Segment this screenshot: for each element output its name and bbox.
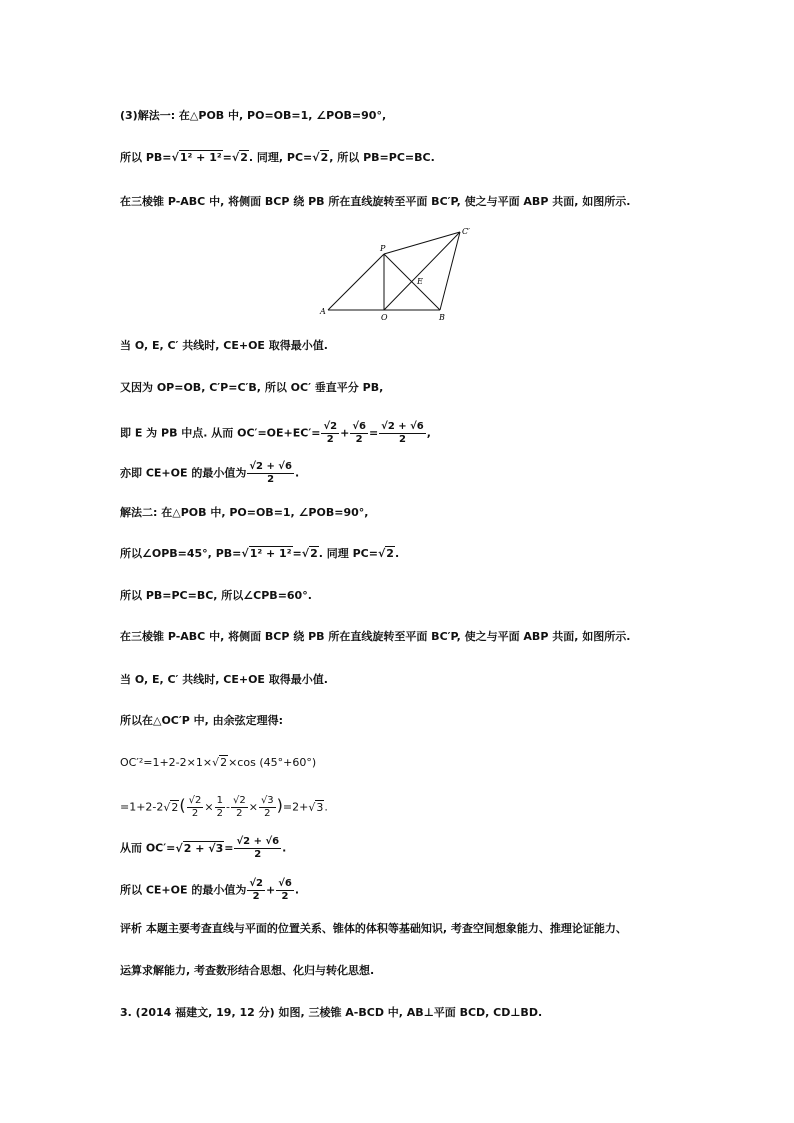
text: × bbox=[248, 800, 258, 814]
denominator: 2 bbox=[281, 891, 289, 902]
text: . bbox=[324, 800, 328, 814]
text: = bbox=[224, 841, 234, 855]
radicand: 1² + 1² bbox=[249, 547, 292, 560]
pb-length-line bbox=[120, 150, 435, 166]
label-b: B bbox=[439, 313, 445, 322]
text: . bbox=[294, 883, 300, 897]
text: 从而 OC′= bbox=[120, 841, 176, 855]
denominator: 2 bbox=[236, 808, 243, 819]
sqrt-expression: √2 + √3 bbox=[175, 841, 224, 855]
opb-angle-line bbox=[120, 546, 399, 562]
next-problem-heading: 3. (2014 福建文, 19, 12 分) 如图, 三棱锥 A-BCD 中, AB⊥平面 BCD, CD⊥BD. bbox=[120, 1006, 543, 1019]
text: ) bbox=[276, 795, 283, 815]
numerator: √2 + √6 bbox=[236, 836, 280, 847]
radicand: 2 bbox=[220, 756, 228, 769]
fraction bbox=[259, 795, 276, 820]
text: + bbox=[265, 883, 276, 897]
sqrt-expression: √2 bbox=[231, 151, 248, 164]
text: . 同理 PC= bbox=[318, 547, 378, 560]
sqrt-expression: √2 bbox=[312, 151, 329, 164]
text: = bbox=[222, 151, 232, 164]
radicand: 2 bbox=[320, 151, 329, 164]
label-p: P bbox=[380, 244, 386, 253]
radicand: 2 bbox=[171, 800, 179, 814]
method-one-intro: (3)解法一: 在△POB 中, PO=OB=1, ∠POB=90°, bbox=[120, 109, 387, 122]
text: 即 E 为 PB 中点. 从而 OC′=OE+EC′= bbox=[120, 426, 321, 440]
numerator: √3 bbox=[260, 795, 274, 806]
fraction bbox=[215, 795, 225, 820]
text: =1+2-2 bbox=[120, 800, 164, 814]
text: 亦即 CE+OE 的最小值为 bbox=[120, 466, 247, 480]
fraction bbox=[350, 421, 368, 446]
text: . bbox=[394, 547, 400, 560]
text: ( bbox=[179, 795, 186, 815]
radicand: 1² + 1² bbox=[179, 151, 222, 164]
sqrt-expression: √2 bbox=[212, 756, 228, 769]
numerator: √2 bbox=[323, 421, 338, 432]
numerator: √2 bbox=[232, 795, 246, 806]
text: 所以 CE+OE 的最小值为 bbox=[120, 883, 247, 897]
text: OC′²=1+2-2×1× bbox=[120, 756, 213, 769]
oc-length-line bbox=[120, 421, 431, 446]
text: . bbox=[294, 466, 300, 480]
text: =2+ bbox=[282, 800, 309, 814]
denominator: 2 bbox=[252, 891, 260, 902]
segment-oc bbox=[384, 232, 460, 310]
fraction bbox=[379, 421, 426, 446]
label-e: E bbox=[417, 277, 423, 286]
sqrt-expression: √3 bbox=[308, 800, 324, 814]
numerator: √2 + √6 bbox=[249, 461, 292, 472]
method-two-intro: 解法二: 在△POB 中, PO=OB=1, ∠POB=90°, bbox=[120, 506, 369, 519]
denominator: 2 bbox=[326, 434, 334, 445]
sqrt-expression: √1² + 1² bbox=[171, 151, 222, 164]
rotation-statement: 在三棱锥 P-ABC 中, 将侧面 BCP 绕 PB 所在直线旋转至平面 BC′P, 使之与平面 ABP 共面, 如图所示. bbox=[120, 195, 631, 208]
rotation-statement-2: 在三棱锥 P-ABC 中, 将侧面 BCP 绕 PB 所在直线旋转至平面 BC′P, 使之与平面 ABP 共面, 如图所示. bbox=[120, 630, 631, 643]
sqrt-expression: √1² + 1² bbox=[241, 547, 292, 560]
text: . bbox=[282, 841, 287, 855]
denominator: 2 bbox=[191, 808, 199, 819]
text: × bbox=[204, 800, 214, 814]
text: . 同理, PC= bbox=[248, 151, 313, 164]
numerator: √2 bbox=[188, 795, 202, 806]
denominator: 2 bbox=[398, 434, 406, 445]
sqrt-expression: √2 bbox=[301, 547, 318, 560]
sqrt-expression: √2 bbox=[377, 547, 394, 560]
text: + bbox=[340, 426, 350, 440]
text: 所以∠OPB=45°, PB= bbox=[120, 547, 242, 560]
oc-result-line bbox=[120, 836, 286, 861]
denominator: 2 bbox=[267, 474, 275, 485]
radicand: 2 bbox=[386, 547, 394, 560]
fraction bbox=[247, 461, 294, 486]
denominator: 2 bbox=[355, 434, 363, 445]
denominator: 2 bbox=[254, 849, 262, 860]
numerator: √6 bbox=[278, 878, 292, 889]
fraction bbox=[234, 836, 281, 861]
sqrt-expression: √2 bbox=[163, 800, 179, 814]
min-value-line-2 bbox=[120, 878, 299, 903]
cosine-expansion-line bbox=[120, 795, 328, 820]
equilateral-line: 所以 PB=PC=BC, 所以∠CPB=60°. bbox=[120, 589, 312, 602]
min-value-line-1 bbox=[120, 461, 299, 486]
radicand: 2 bbox=[310, 547, 318, 560]
text: 所以 PB= bbox=[120, 151, 172, 164]
segment-cb bbox=[440, 232, 460, 310]
text: = bbox=[292, 547, 302, 560]
segment-ap bbox=[328, 254, 384, 310]
fraction bbox=[187, 795, 204, 820]
text: - bbox=[226, 800, 230, 814]
text: = bbox=[368, 426, 379, 440]
cosine-law-intro: 所以在△OC′P 中, 由余弦定理得: bbox=[120, 714, 284, 727]
commentary-line-2: 运算求解能力, 考查数形结合思想、化归与转化思想. bbox=[120, 964, 375, 977]
label-c-prime: C′ bbox=[462, 227, 470, 236]
radicand: 2 + √3 bbox=[183, 841, 224, 855]
label-a: A bbox=[320, 307, 326, 316]
geometry-figure bbox=[318, 224, 478, 322]
text: , bbox=[426, 426, 431, 440]
fraction bbox=[231, 795, 248, 820]
text: ×cos (45°+60°) bbox=[228, 756, 317, 769]
fraction bbox=[247, 878, 265, 903]
radicand: 3 bbox=[316, 800, 324, 814]
fraction bbox=[276, 878, 294, 903]
denominator: 2 bbox=[264, 808, 271, 819]
text: , 所以 PB=PC=BC. bbox=[329, 151, 435, 164]
radicand: 2 bbox=[240, 151, 248, 164]
numerator: 1 bbox=[216, 795, 223, 806]
collinear-condition: 当 O, E, C′ 共线时, CE+OE 取得最小值. bbox=[120, 339, 328, 352]
numerator: √2 + √6 bbox=[381, 421, 424, 432]
fraction bbox=[321, 421, 339, 446]
denominator: 2 bbox=[216, 808, 223, 819]
perpendicular-bisector-line: 又因为 OP=OB, C′P=C′B, 所以 OC′ 垂直平分 PB, bbox=[120, 381, 384, 394]
cosine-law-line bbox=[120, 755, 316, 771]
numerator: √6 bbox=[352, 421, 366, 432]
commentary-line-1: 评析 本题主要考查直线与平面的位置关系、锥体的体积等基础知识, 考查空间想象能力、推理论证能力、 bbox=[120, 922, 627, 935]
numerator: √2 bbox=[249, 878, 263, 889]
collinear-condition-2: 当 O, E, C′ 共线时, CE+OE 取得最小值. bbox=[120, 673, 328, 686]
label-o: O bbox=[381, 313, 388, 322]
